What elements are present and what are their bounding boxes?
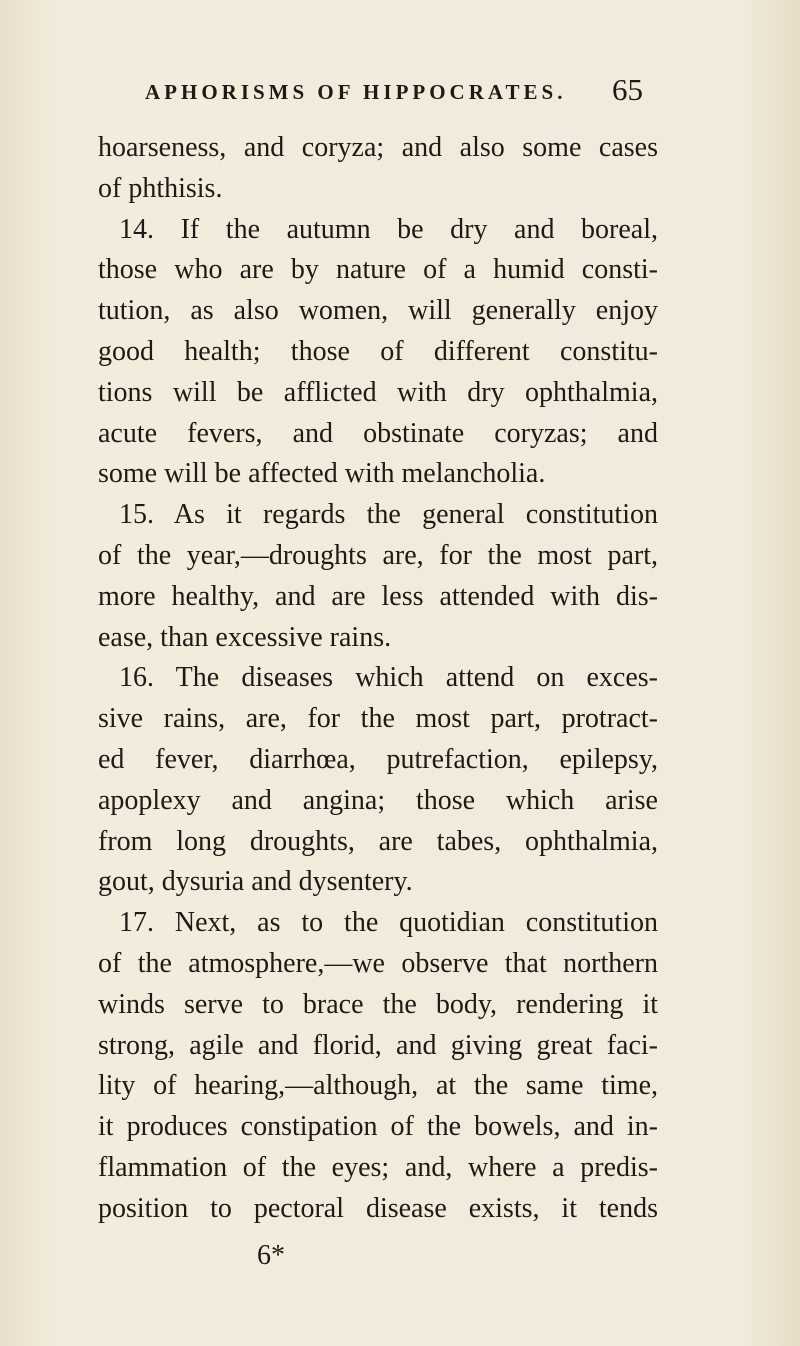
text-line: more healthy, and are less attended with dis- [98, 580, 658, 612]
text-line: winds serve to brace the body, rendering it [98, 988, 658, 1020]
text-line: those who are by nature of a humid consti- [98, 254, 658, 286]
aphorism-14: 14. If the autumn be dry and boreal, [119, 213, 658, 245]
aphorism-16: 16. The diseases which attend on exces- [119, 662, 658, 694]
text-line: some will be affected with melancholia. [98, 458, 546, 490]
text-line: good health; those of different constitu- [98, 335, 658, 367]
text-line: from long droughts, are tabes, ophthalmia, [98, 825, 658, 857]
aphorism-15: 15. As it regards the general constitution [119, 499, 658, 531]
text-line: ease, than excessive rains. [98, 621, 392, 653]
text-line: of the atmosphere,—we observe that northern [98, 947, 658, 979]
text-line: of the year,—droughts are, for the most part, [98, 539, 658, 571]
text-line: hoarseness, and coryza; and also some cases [98, 132, 658, 163]
aphorism-17: 17. Next, as to the quotidian constitution [119, 907, 658, 939]
text-line: ed fever, diarrhœa, putrefaction, epilepsy, [98, 743, 658, 775]
text-line: apoplexy and angina; those which arise [98, 784, 658, 816]
signature-mark: 6* [257, 1240, 285, 1271]
text-line: tions will be afflicted with dry ophthalmia, [98, 376, 658, 408]
running-title: APHORISMS OF HIPPOCRATES. [145, 80, 567, 104]
page-number: 65 [612, 72, 643, 107]
text-line: strong, agile and florid, and giving great faci- [98, 1029, 658, 1061]
text-line: sive rains, are, for the most part, protract- [98, 703, 658, 735]
text-line: flammation of the eyes; and, where a predis- [98, 1151, 658, 1183]
text-line: of phthisis. [98, 172, 223, 204]
text-line: tution, as also women, will generally enjoy [98, 295, 658, 327]
text-line: gout, dysuria and dysentery. [98, 866, 413, 898]
text-line: lity of hearing,—although, at the same time, [98, 1070, 658, 1102]
page-header [0, 72, 800, 112]
body-text [98, 128, 658, 1230]
text-line: it produces constipation of the bowels, and in- [98, 1111, 658, 1143]
text-line: position to pectoral disease exists, it tends [98, 1192, 658, 1224]
text-line: acute fevers, and obstinate coryzas; and [98, 417, 658, 449]
